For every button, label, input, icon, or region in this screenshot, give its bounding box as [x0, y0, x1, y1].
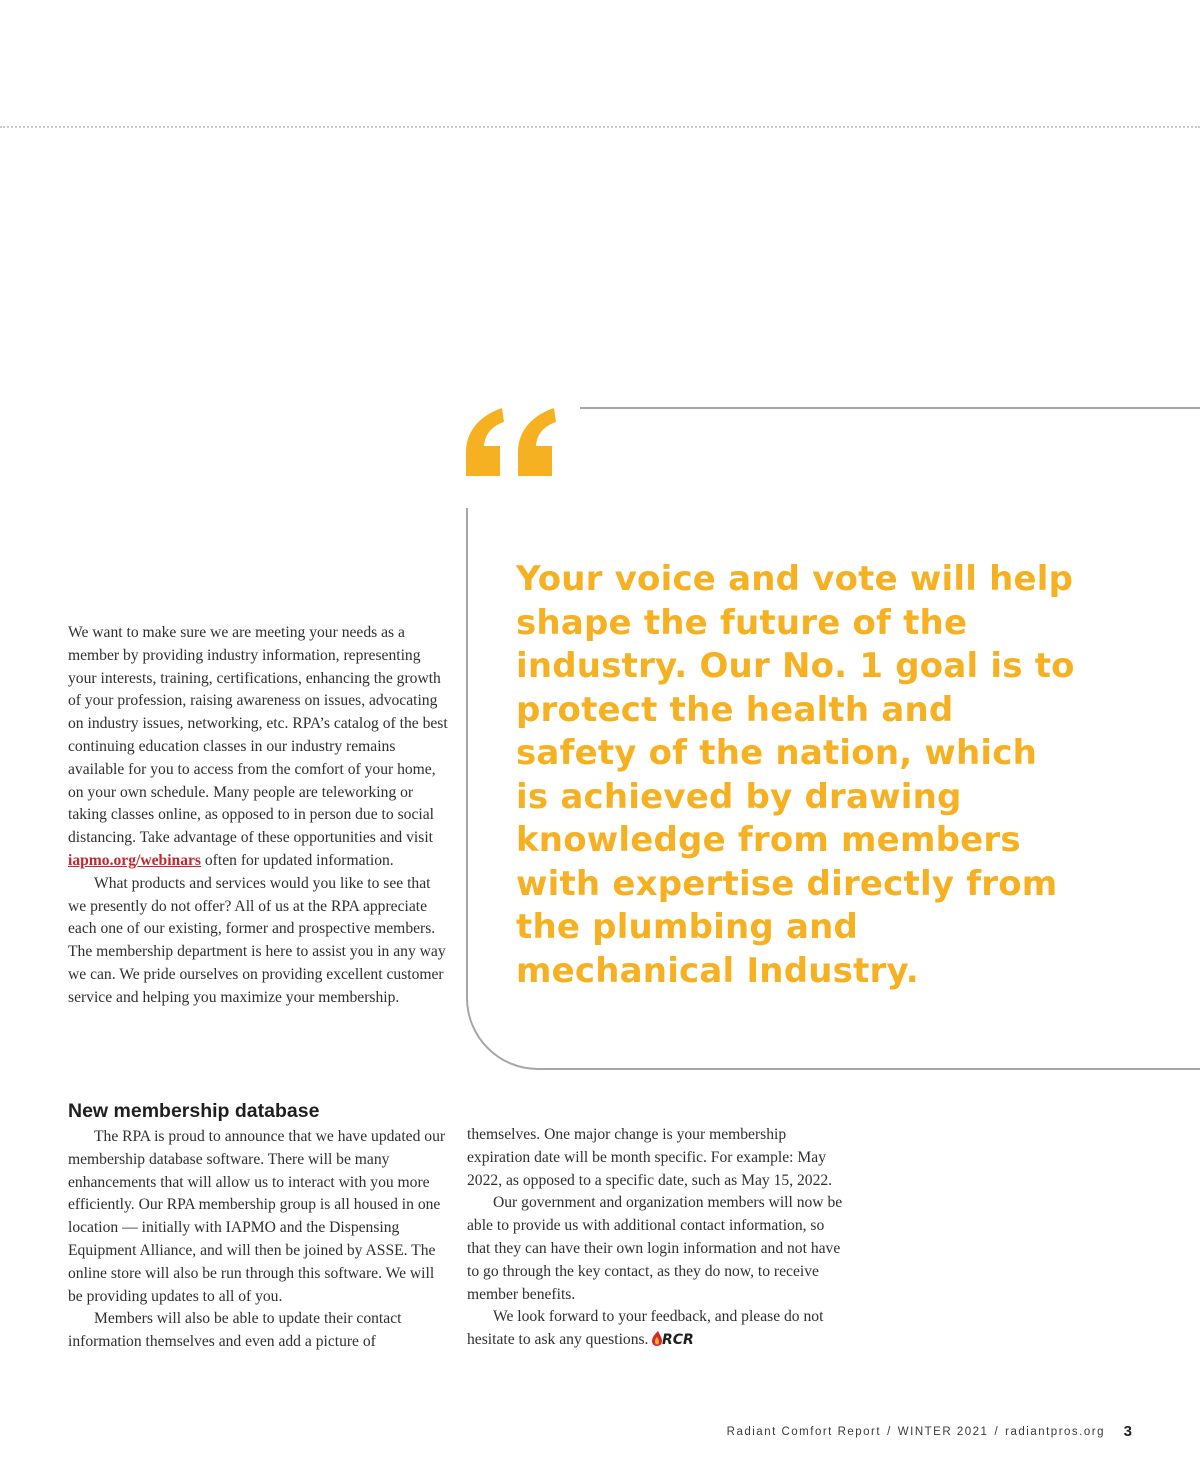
- footer-website: radiantpros.org: [1005, 1426, 1105, 1438]
- pull-quote-top-rule: [580, 407, 1200, 409]
- database-paragraph-3: Our government and organization members will now be able to provide us with additional contact information, so that they can have their own login information and not have to go through the key contact, as they do now, to receive member benefits.: [467, 1194, 843, 1303]
- database-paragraph-4: [467, 1306, 851, 1352]
- footer-separator: /: [887, 1426, 892, 1438]
- pull-quote-text: Your voice and vote will help shape the future of the industry. Our No. 1 goal is to protect the health and safety of the nation, which is achieved by drawing knowledge from members with expertise directly from the plumbing and mechanical Industry.: [516, 559, 1075, 991]
- intro-paragraph-1: [68, 622, 452, 873]
- page-number: 3: [1123, 1423, 1132, 1440]
- intro-paragraph-1-text: We want to make sure we are meeting your needs as a member by providing industry information, representing your interests, training, certifications, enhancing the growth of your profession, raising awareness on issues, advocating on industry issues, networking, etc. RPA’s catalog of the best continuing education classes in our industry remains available for you to access from the comfort of your home, on your own schedule. Many people are teleworking or taking classes online, as opposed to in person due to social distancing. Take advantage of these opportunities and visit: [68, 624, 448, 847]
- intro-column: [68, 622, 452, 1010]
- database-paragraph-4-text: We look forward to your feedback, and please do not hesitate to ask any questions.: [467, 1308, 824, 1349]
- intro-paragraph-2: What products and services would you like to see that we presently do not offer? All of us at the RPA appreciate each one of our existing, former and prospective members. The membership department is here to assist you in any way we can. We pride ourselves on providing excellent customer service and helping you maximize your membership.: [68, 874, 446, 1006]
- rcr-logo-icon: [651, 1330, 699, 1346]
- database-section-heading: New membership database: [68, 1100, 320, 1122]
- webinars-link[interactable]: iapmo.org/webinars: [68, 851, 201, 869]
- database-paragraph-1: The RPA is proud to announce that we have updated our membership database software. There will be many enhancements that will allow us to interact with you more efficiently. Our RPA membership group is all housed in one location — initially with IAPMO and the Dispensing Equipment Alliance, and will then be joined by ASSE. The online store will also be run through this software. We will be providing updates to all of you.: [68, 1128, 446, 1305]
- footer-publication: Radiant Comfort Report: [726, 1426, 882, 1438]
- top-dotted-divider: [0, 126, 1200, 128]
- footer-issue: WINTER 2021: [897, 1426, 989, 1438]
- database-section-right-column: [467, 1124, 851, 1352]
- database-section-left-column: [68, 1098, 452, 1354]
- footer-separator: /: [994, 1426, 1000, 1438]
- database-paragraph-2-start: Members will also be able to update their contact information themselves and even add a picture of: [68, 1310, 402, 1351]
- opening-quote-mark-icon: [462, 406, 562, 482]
- database-paragraph-2-continued: themselves. One major change is your membership expiration date will be month specific. For example: May 2022, as opposed to a specific date, such as May 15, 2022.: [467, 1126, 833, 1189]
- intro-paragraph-1-end: often for updated information.: [200, 851, 394, 869]
- svg-text:RCR: RCR: [662, 1332, 695, 1347]
- page-footer: [727, 1426, 1105, 1438]
